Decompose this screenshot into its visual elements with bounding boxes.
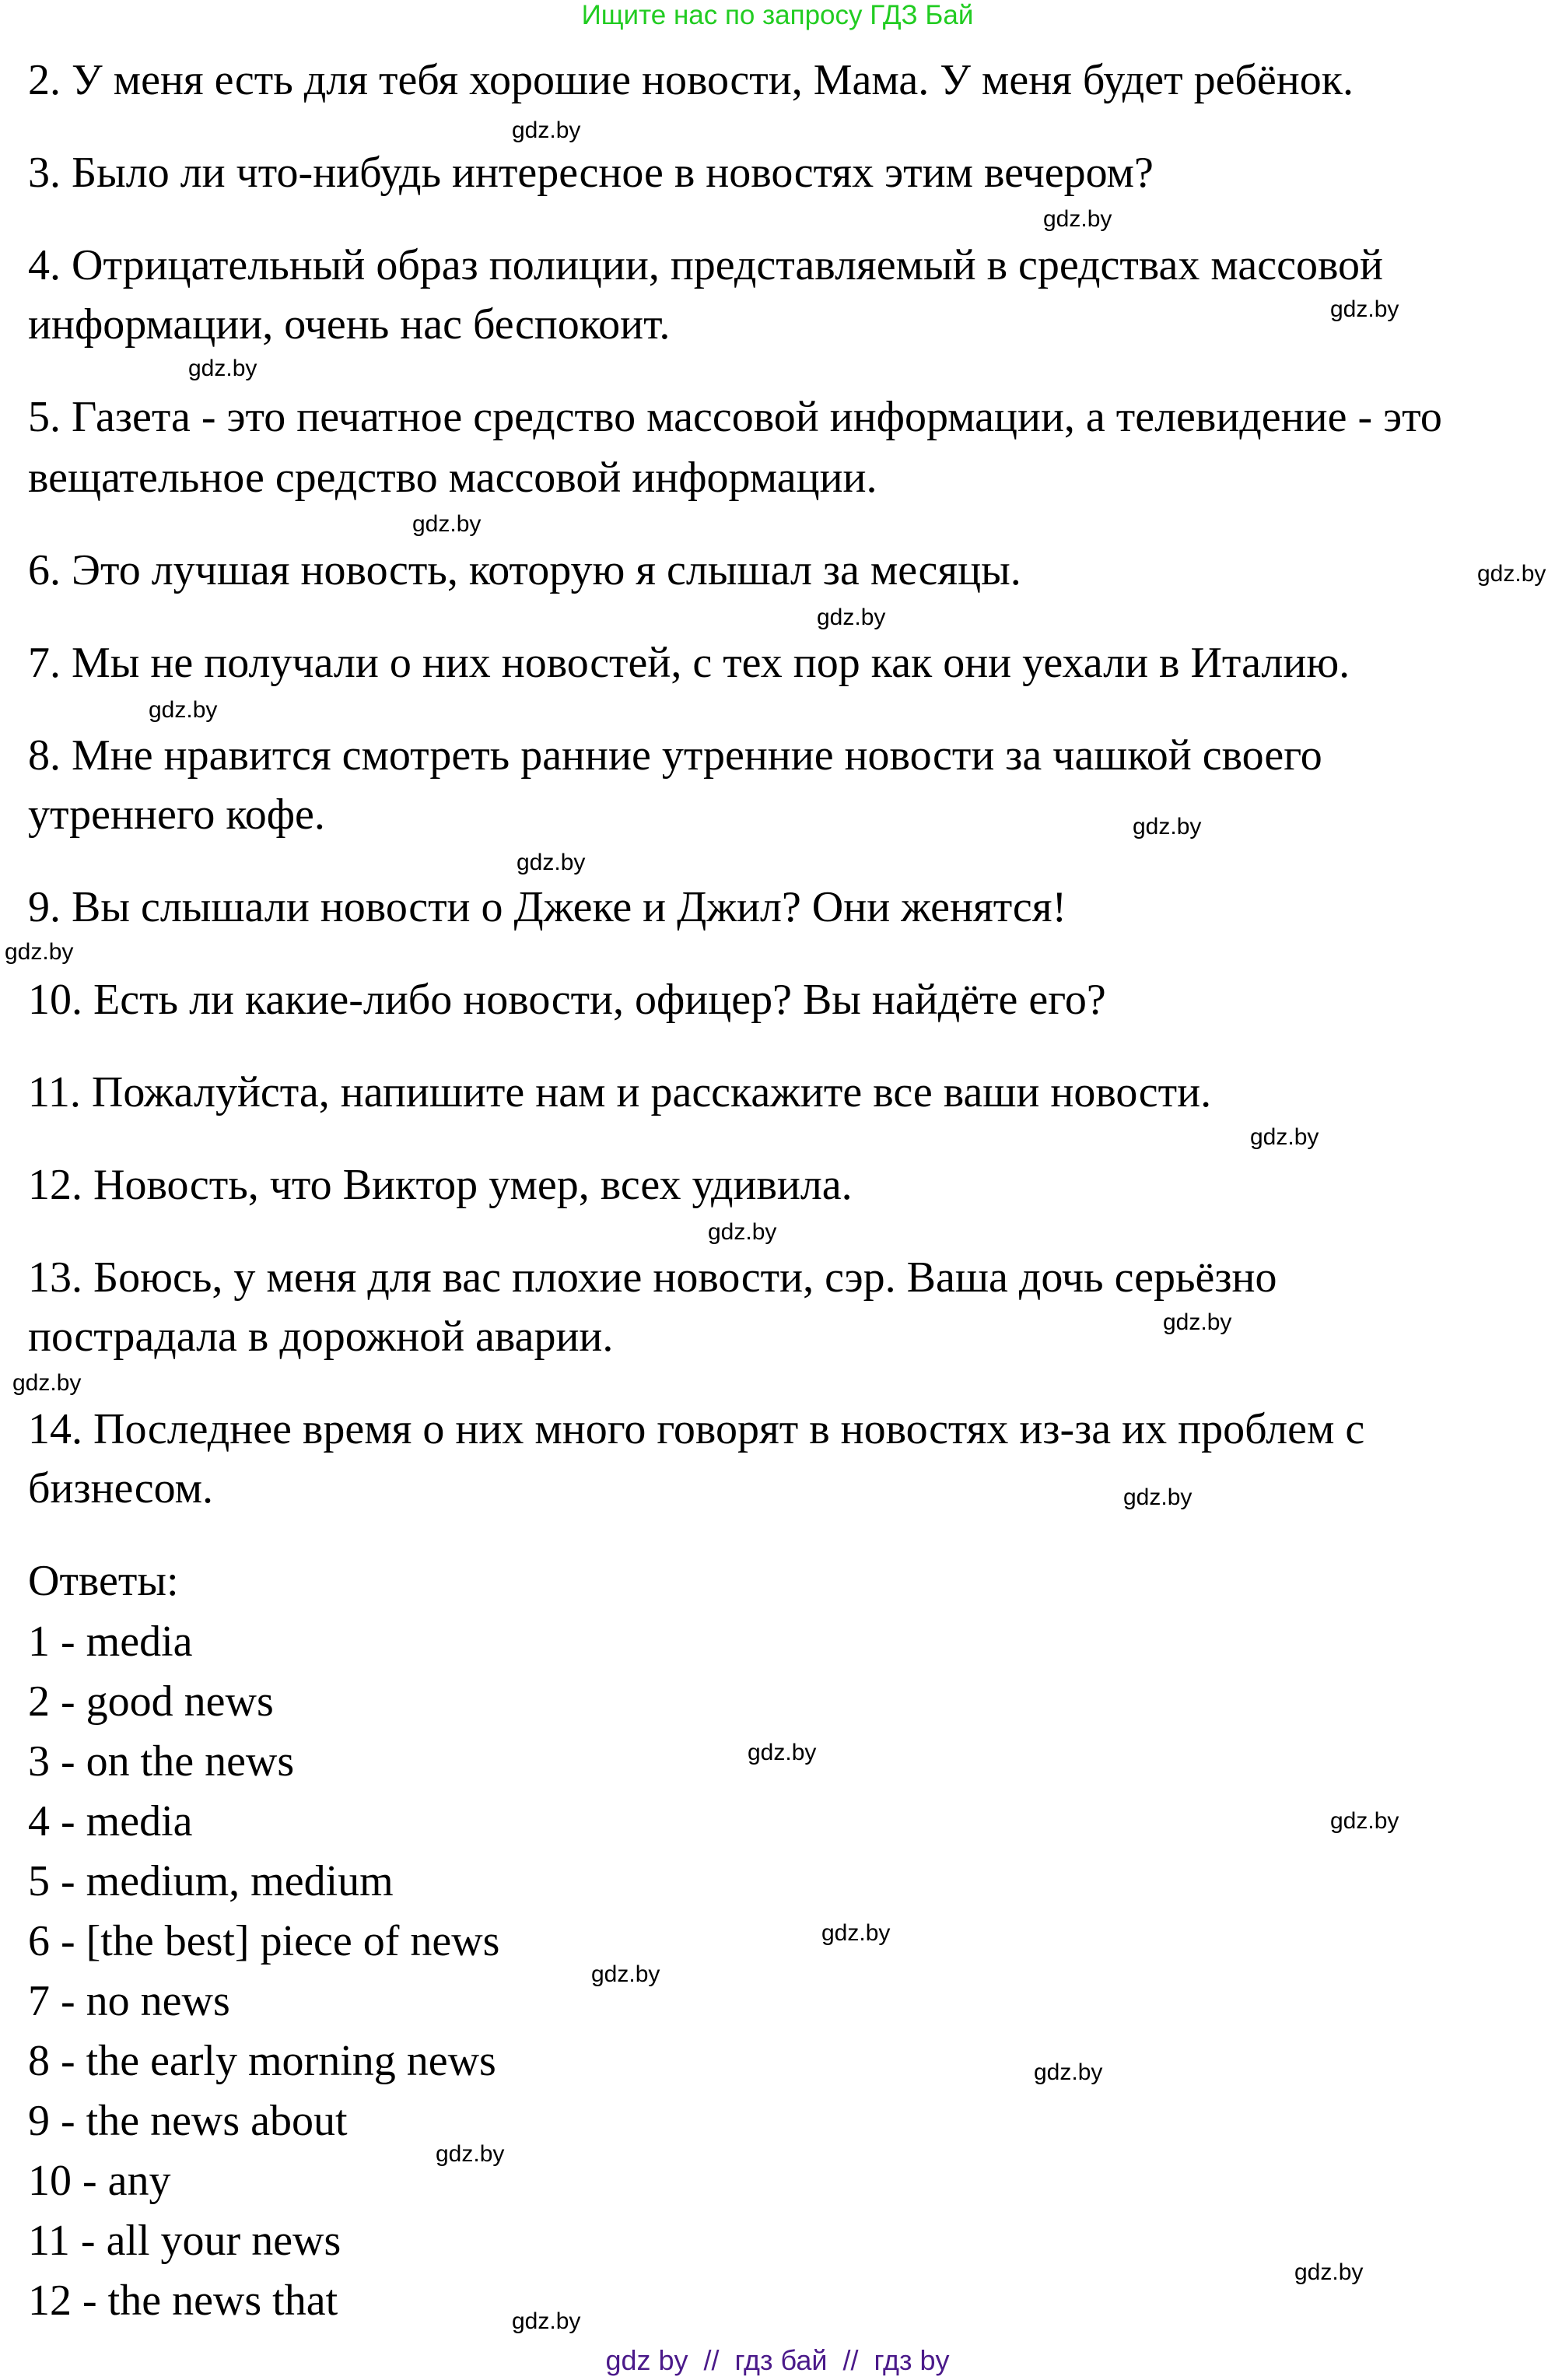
watermark: gdz.by — [188, 356, 257, 381]
sentence-line: 12. Новость, что Виктор умер, всех удивила. — [28, 1161, 853, 1209]
watermark: gdz.by — [708, 1219, 777, 1245]
watermark: gdz.by — [149, 697, 218, 723]
sentence-line: 10. Есть ли какие-либо новости, офицер? Вы найдёте его? — [28, 976, 1106, 1024]
watermark: gdz.by — [817, 605, 886, 630]
sentence-line: 13. Боюсь, у меня для вас плохие новости, сэр. Ваша дочь серьёзно — [28, 1253, 1277, 1302]
answer-line: 5 - medium, medium — [28, 1857, 394, 1905]
watermark: gdz.by — [591, 1961, 660, 1987]
answer-line: 12 - the news that — [28, 2277, 338, 2325]
sentence-line: 6. Это лучшая новость, которую я слышал за месяцы. — [28, 546, 1021, 594]
watermark: gdz.by — [436, 2141, 505, 2167]
sentence-line: пострадала в дорожной аварии. — [28, 1313, 614, 1361]
watermark: gdz.by — [748, 1740, 817, 1765]
answers-title: Ответы: — [28, 1557, 179, 1605]
sentence-line: 8. Мне нравится смотреть ранние утренние новости за чашкой своего — [28, 731, 1322, 780]
sentence-line: информации, очень нас беспокоит. — [28, 300, 671, 349]
answer-line: 9 - the news about — [28, 2097, 348, 2145]
watermark: gdz.by — [1250, 1124, 1319, 1150]
watermark: gdz.by — [512, 2308, 581, 2334]
answer-line: 11 - all your news — [28, 2217, 341, 2265]
answer-line: 1 - media — [28, 1618, 193, 1666]
watermark: gdz.by — [512, 117, 581, 143]
watermark: gdz.by — [1123, 1484, 1193, 1510]
footer-links: gdz by // гдз бай // гдз by — [605, 2344, 950, 2376]
watermark: gdz.by — [12, 1370, 82, 1396]
answer-line: 3 - on the news — [28, 1737, 295, 1786]
answer-line: 8 - the early morning news — [28, 2037, 496, 2085]
watermark: gdz.by — [821, 1920, 891, 1946]
watermark: gdz.by — [1294, 2259, 1364, 2285]
answer-line: 4 - media — [28, 1797, 193, 1845]
sentence-line: 14. Последнее время о них много говорят в новостях из-за их проблем с — [28, 1405, 1365, 1453]
watermark: gdz.by — [1477, 561, 1546, 587]
watermark: gdz.by — [1330, 1808, 1399, 1834]
sentence-line: 5. Газета - это печатное средство массовой информации, а телевидение - это — [28, 393, 1442, 441]
sentence-line: утреннего кофе. — [28, 790, 325, 839]
watermark: gdz.by — [1330, 296, 1399, 322]
sentence-line: 2. У меня есть для тебя хорошие новости, Мама. У меня будет ребёнок. — [28, 56, 1354, 104]
watermark: gdz.by — [1163, 1309, 1232, 1335]
watermark: gdz.by — [1034, 2059, 1103, 2085]
sentence-line: вещательное средство массовой информации. — [28, 454, 877, 502]
sentence-line: бизнесом. — [28, 1464, 214, 1512]
sentence-line: 3. Было ли что-нибудь интересное в новостях этим вечером? — [28, 149, 1154, 197]
watermark: gdz.by — [1133, 814, 1202, 839]
search-hint-banner: Ищите нас по запросу ГДЗ Бай — [581, 0, 974, 30]
watermark: gdz.by — [412, 511, 482, 537]
sentence-line: 11. Пожалуйста, напишите нам и расскажите все ваши новости. — [28, 1068, 1212, 1116]
watermark: gdz.by — [5, 939, 74, 965]
answer-line: 2 - good news — [28, 1677, 274, 1726]
answer-line: 7 - no news — [28, 1977, 230, 2025]
sentence-line: 7. Мы не получали о них новостей, с тех пор как они уехали в Италию. — [28, 639, 1350, 687]
watermark: gdz.by — [1043, 206, 1112, 232]
answer-line: 6 - [the best] piece of news — [28, 1917, 500, 1965]
watermark: gdz.by — [517, 850, 586, 875]
sentence-line: 4. Отрицательный образ полиции, представляемый в средствах массовой — [28, 241, 1384, 289]
answer-line: 10 - any — [28, 2157, 171, 2205]
sentence-line: 9. Вы слышали новости о Джеке и Джил? Они женятся! — [28, 883, 1067, 931]
